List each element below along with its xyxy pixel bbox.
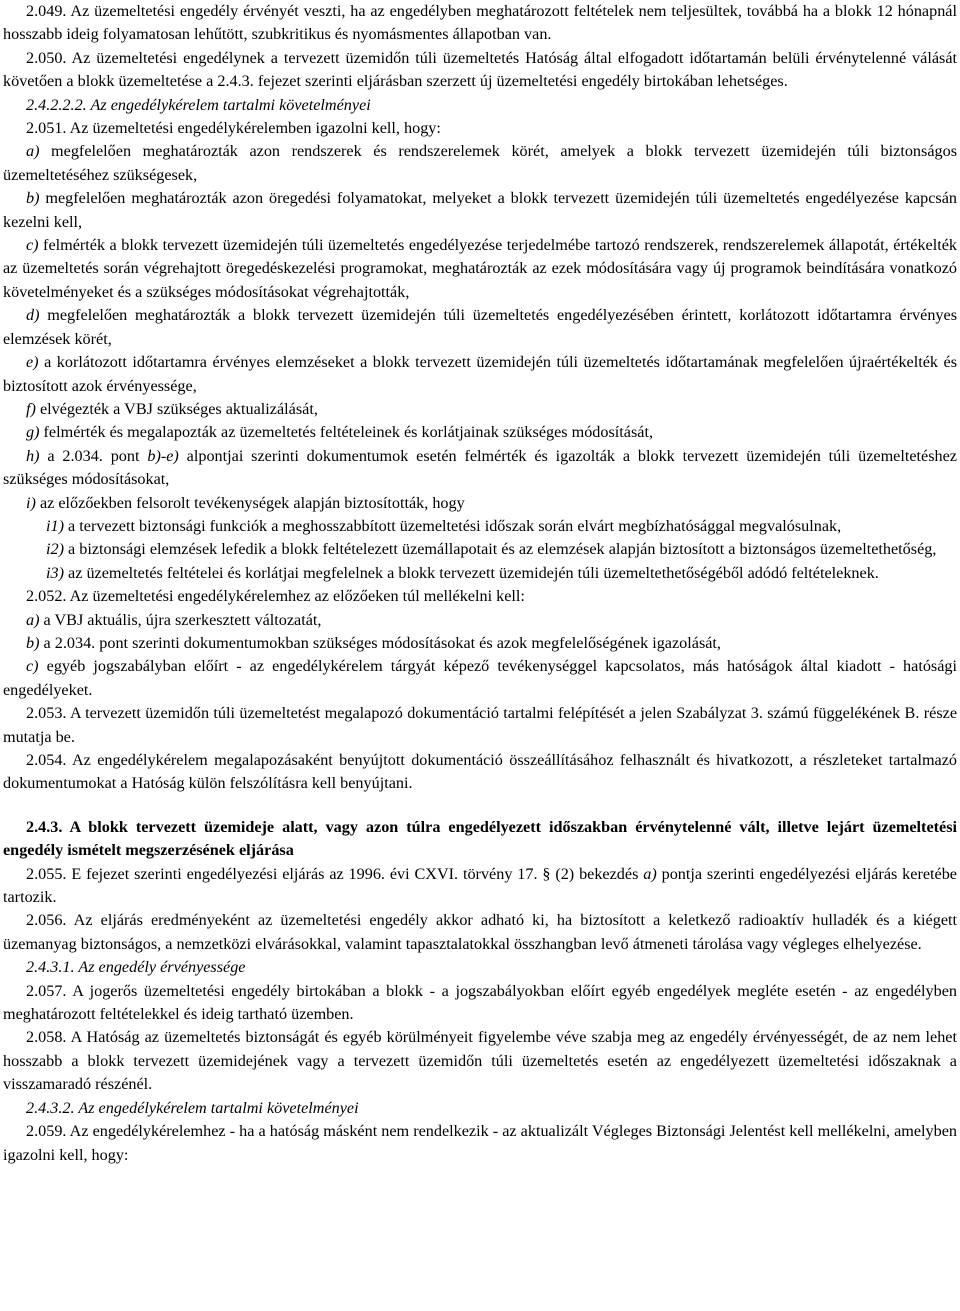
text-run: 2.056. Az eljárás eredményeként az üzemeltetési engedély akkor adható ki, ha biztosított a keletkező radioaktív hulladék és a kiégett üzemanyag biztonságos, a nemzetközi elvárásokkal, valamint tapasztalatokkal összhangban levő átmeneti tárolása vagy végleges elhelyezése. — [3, 911, 957, 953]
text-run: a 2.034. pont szerinti dokumentumokban szükséges módosításokat és azok megfelelőségének igazolását, — [39, 633, 721, 652]
text-run: f) — [26, 399, 36, 418]
text-run: d) — [26, 306, 40, 325]
text-run: az előzőekben felsorolt tevékenységek alapján biztosították, hogy — [35, 493, 465, 512]
text-run: megfelelően meghatározták azon öregedési folyamatokat, melyeket a blokk tervezett üzemidején túli üzemeltetés engedélyezése kapcsán kezelni kell, — [3, 189, 957, 231]
text-run: megfelelően meghatározták azon rendszerek és rendszerelemek körét, amelyek a blokk tervezett üzemidején túli biztonságos üzemeltetéséhez szükségesek, — [3, 142, 957, 184]
paragraph — [3, 980, 957, 1027]
text-run: a 2.034. pont — [39, 446, 148, 465]
text-run: b) — [26, 189, 40, 208]
text-run: g) — [26, 423, 40, 442]
text-run: c) — [26, 657, 39, 676]
paragraph — [3, 1097, 957, 1120]
paragraph — [3, 702, 957, 749]
text-run: h) — [26, 446, 40, 465]
paragraph — [3, 187, 957, 234]
text-run: a korlátozott időtartamra érvényes elemzéseket a blokk tervezett üzemidején túli üzemeltetés időtartamának megfelelően újraértékelték és biztosított azok érvényessége, — [3, 353, 957, 395]
text-run: a biztonsági elemzések lefedik a blokk feltételezett üzemállapotait és az elemzések alapján biztosított a biztonságos üzemeltethetőség, — [63, 540, 937, 559]
paragraph — [3, 140, 957, 187]
paragraph — [3, 421, 957, 444]
text-run: 2.049. Az üzemeltetési engedély érvényét veszti, ha az engedélyben meghatározott feltételek nem teljesültek, továbbá ha a blokk 12 hónapnál hosszabb ideig folyamatosan lehűtött, szubkritikus és nyomásmentes állapotban van. — [3, 2, 957, 44]
text-run: 2.4.2.2.2. Az engedélykérelem tartalmi követelményei — [26, 95, 371, 114]
text-run: megfelelően meghatározták a blokk tervezett üzemidején túli üzemeltetés engedélyezésében érintett, korlátozott időtartamra érvényes elemzések körét, — [3, 306, 957, 348]
paragraph — [3, 863, 957, 910]
text-run: 2.057. A jogerős üzemeltetési engedély birtokában a blokk - a jogszabályokban előírt egyéb engedélyek megléte esetén - az engedélyben meghatározott feltételekkel és ideig tartható üzemben. — [3, 981, 957, 1024]
text-run: 2.4.3.1. Az engedély érvényessége — [26, 958, 246, 977]
text-run: pontja szerinti engedélyezési eljárás keretébe tartozik. — [3, 864, 957, 907]
paragraph — [3, 909, 957, 956]
text-run: i2) — [46, 540, 64, 559]
paragraph — [3, 562, 957, 585]
text-run: 2.050. Az üzemeltetési engedélynek a tervezett üzemidőn túli üzemeltetés Hatóság által elfogadott időtartamán belüli érvénytelenné válását követően a blokk üzemeltetése a 2.4.3. fejezet szerinti eljárásban szerzett új üzemeltetési engedély birtokában lehetséges. — [3, 48, 957, 91]
text-run: alpontjai szerinti dokumentumok esetén felmérték és igazolták a blokk tervezett üzemidején túli üzemeltetéshez szükséges módosításokat, — [3, 446, 957, 489]
paragraph — [3, 956, 957, 979]
text-run: 2.058. A Hatóság az üzemeltetés biztonságát és egyéb körülményeit figyelembe véve szabja meg az engedély érvényességét, de az nem lehet hosszabb a blokk tervezett üzemidejének vagy a tervezett üzemidőn túli üzemeltetés esetén az engedélyezett üzemeltetési időszaknak a visszamaradó részénél. — [3, 1028, 957, 1094]
text-run: felmérték a blokk tervezett üzemidején túli üzemeltetés engedélyezése terjedelmébe tartozó rendszerek, rendszerelemek állapotát, értékelték az üzemeltetés során végrehajtott öregedéskezelési programokat, meghatározták az ezek módosítására vagy új programok beindítására vonatkozó követelményeket és a szükséges módosításokat végrehajtották, — [3, 236, 957, 301]
text-run: a) — [26, 610, 40, 629]
text-run: a) — [643, 864, 657, 883]
text-run: 2.053. A tervezett üzemidőn túli üzemeltetést megalapozó dokumentáció tartalmi felépítését a jelen Szabályzat 3. számú függelékének B. része mutatja be. — [3, 704, 957, 746]
paragraph — [3, 749, 957, 796]
paragraph — [3, 0, 957, 47]
text-run: b) — [26, 633, 40, 652]
text-run: 2.052. Az üzemeltetési engedélykérelemhez az előzőeken túl mellékelni kell: — [26, 587, 525, 606]
text-run: e) — [26, 353, 39, 372]
paragraph-spacer — [3, 796, 957, 816]
text-run: elvégezték a VBJ szükséges aktualizálását, — [35, 399, 318, 418]
paragraph — [3, 515, 957, 538]
paragraph — [3, 47, 957, 94]
paragraph — [3, 1026, 957, 1096]
paragraph — [3, 234, 957, 304]
text-run: i3) — [46, 563, 64, 582]
paragraph — [3, 655, 957, 702]
paragraph — [3, 94, 957, 117]
paragraph — [3, 538, 957, 561]
paragraph — [3, 304, 957, 351]
text-run: 2.4.3.2. Az engedélykérelem tartalmi követelményei — [26, 1098, 359, 1117]
paragraph — [3, 492, 957, 515]
text-run: felmérték és megalapozták az üzemeltetés feltételeinek és korlátjainak szükséges módosítását, — [39, 423, 654, 442]
text-run: i) — [26, 493, 36, 512]
text-run: a) — [26, 142, 40, 161]
paragraph — [3, 585, 957, 608]
text-run: egyéb jogszabályban előírt - az engedélykérelem tárgyát képező tevékenységgel kapcsolatos, más hatóságok által kiadott - hatósági engedélyeket. — [3, 657, 957, 699]
paragraph — [3, 351, 957, 398]
paragraph — [3, 632, 957, 655]
text-run: 2.051. Az üzemeltetési engedélykérelemben igazolni kell, hogy: — [26, 119, 441, 138]
text-run: 2.055. E fejezet szerinti engedélyezési eljárás az 1996. évi CXVI. törvény 17. § (2) bekezdés — [26, 864, 644, 883]
paragraph — [3, 609, 957, 632]
text-run: b)-e) — [147, 446, 179, 465]
text-run: 2.054. Az engedélykérelem megalapozásaként benyújtott dokumentáció összeállításához felhasznált és hivatkozott, a részleteket tartalmazó dokumentumokat a Hatóság külön felszólításra kell benyújtani. — [3, 751, 957, 793]
text-run: a VBJ aktuális, újra szerkesztett változatát, — [39, 610, 322, 629]
text-run: az üzemeltetés feltételei és korlátjai megfelelnek a blokk tervezett üzemidején túli üzemeltethetőségéből adódó feltételeknek. — [63, 563, 879, 582]
paragraph — [3, 117, 957, 140]
paragraph — [3, 445, 957, 492]
text-run: c) — [26, 236, 39, 255]
paragraph — [3, 816, 957, 863]
text-run: 2.059. Az engedélykérelemhez - ha a hatóság másként nem rendelkezik - az aktualizált Végleges Biztonsági Jelentést kell mellékelni, amelyben igazolni kell, hogy: — [3, 1122, 957, 1164]
text-run: i1) — [46, 516, 64, 535]
text-run: 2.4.3. A blokk tervezett üzemideje alatt, vagy azon túlra engedélyezett időszakban érvénytelenné vált, illetve lejárt üzemeltetési engedély ismételt megszerzésének eljárása — [3, 817, 957, 860]
text-run: a tervezett biztonsági funkciók a meghosszabbított üzemeltetési időszak során elvárt megbízhatósággal megvalósulnak, — [63, 516, 842, 535]
paragraph — [3, 1120, 957, 1167]
paragraph — [3, 398, 957, 421]
